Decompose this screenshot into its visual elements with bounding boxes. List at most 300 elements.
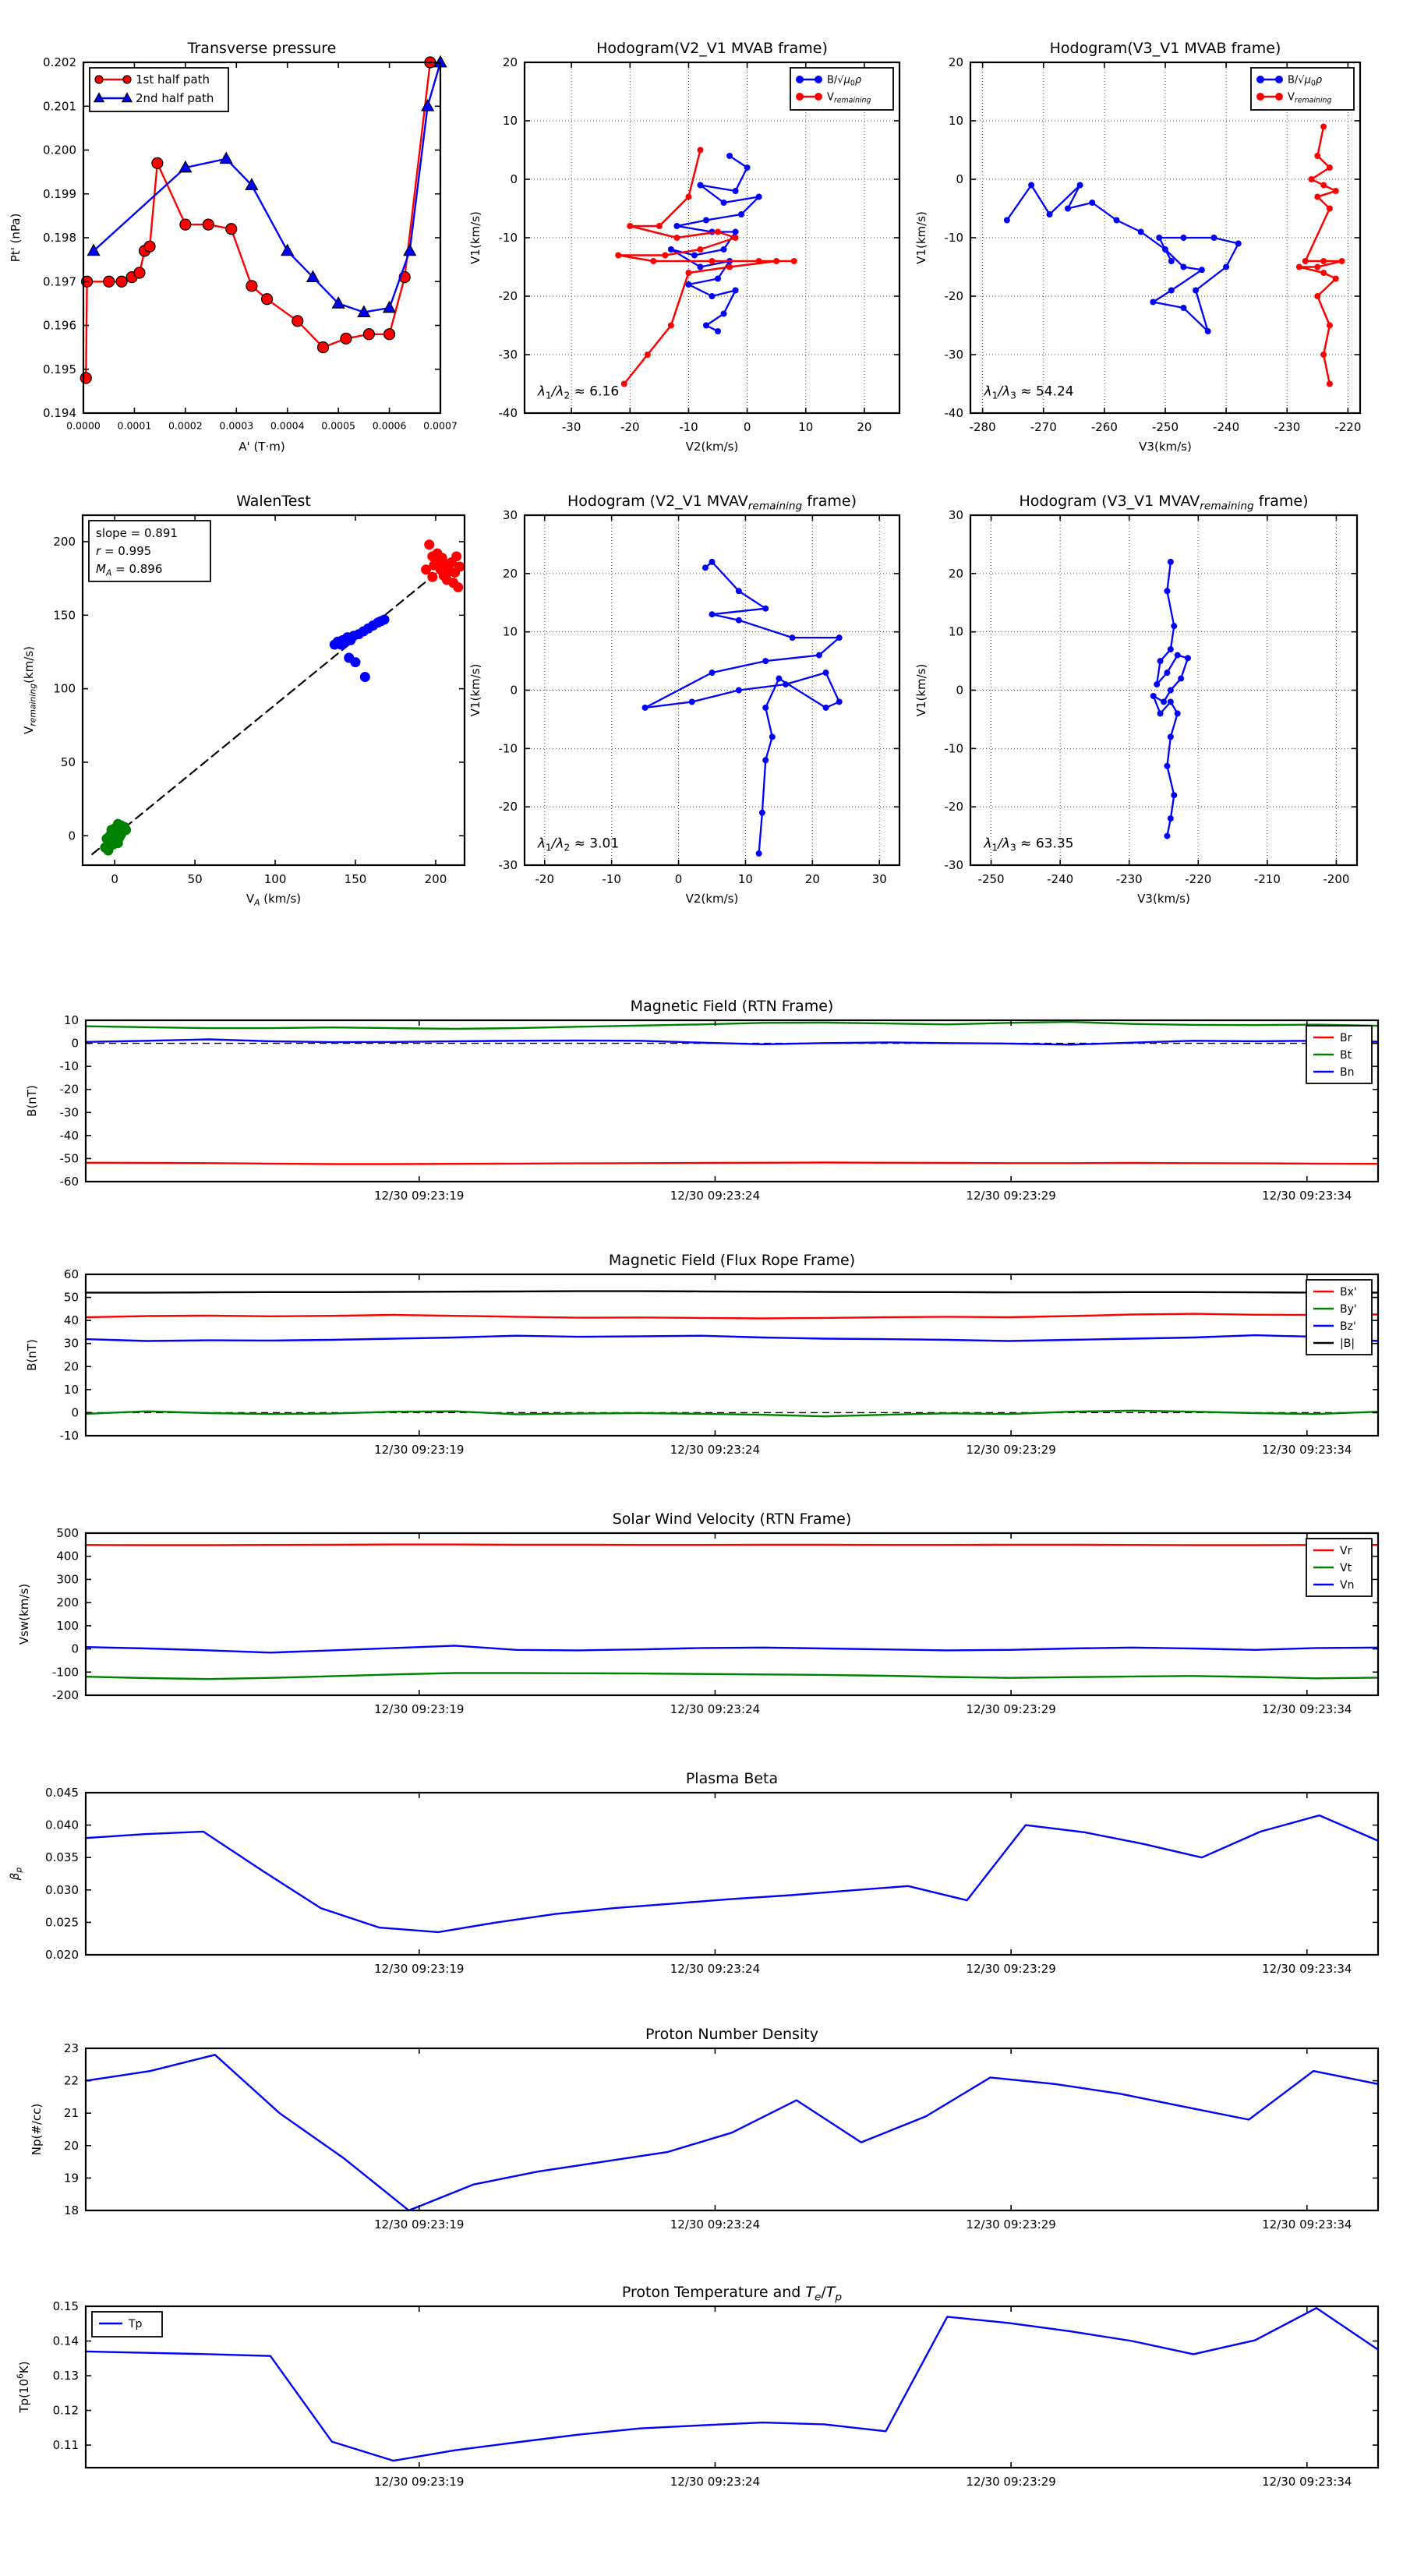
- y-axis-label: B(nT): [25, 1085, 39, 1117]
- chart-title: Proton Temperature and $T_e/T_p$: [621, 2284, 843, 2304]
- series-line: [1007, 186, 1239, 332]
- x-tick-label: 12/30 09:23:29: [966, 1702, 1056, 1716]
- circle-marker: [203, 219, 214, 230]
- circle-marker: [1028, 182, 1034, 189]
- x-tick-label: -20: [535, 872, 555, 886]
- y-tick-label: 0.200: [43, 143, 76, 157]
- circle-marker: [836, 634, 843, 641]
- x-tick-label: 12/30 09:23:24: [670, 1962, 761, 1976]
- circle-marker: [1168, 733, 1174, 740]
- series-line: [86, 1545, 1378, 1546]
- circle-marker: [363, 329, 374, 340]
- circle-marker: [702, 564, 709, 571]
- y-tick-label: 21: [63, 2106, 79, 2121]
- chart-walen-test: [22, 493, 465, 908]
- x-tick-label: -280: [969, 420, 996, 434]
- stats-line: r = 0.995: [96, 544, 152, 558]
- chart-proton-temperature: [16, 2284, 1378, 2489]
- circle-marker: [1168, 258, 1175, 264]
- x-tick-label: 12/30 09:23:29: [966, 1189, 1056, 1203]
- circle-marker: [673, 223, 680, 229]
- series-V-remaining: [1150, 559, 1191, 839]
- x-tick-label: -270: [1030, 420, 1057, 434]
- circle-marker: [823, 705, 829, 711]
- y-tick-label: 0: [510, 683, 518, 698]
- y-tick-label: -20: [944, 289, 963, 303]
- circle-marker: [685, 270, 691, 276]
- y-tick-label: 0.030: [45, 1882, 79, 1897]
- y-tick-label: 20: [502, 566, 518, 581]
- y-tick-label: 300: [56, 1572, 79, 1587]
- y-tick-label: 100: [53, 681, 76, 696]
- circle-marker: [1164, 833, 1170, 839]
- circle-marker: [1065, 206, 1071, 212]
- y-tick-label: 20: [502, 55, 518, 69]
- circle-marker: [1168, 288, 1175, 294]
- circle-marker: [1327, 164, 1333, 171]
- series-line: [86, 1335, 1378, 1341]
- series-cluster-red: [421, 539, 465, 592]
- y-axis-label: B(nT): [25, 1339, 39, 1371]
- circle-marker: [1175, 652, 1181, 659]
- circle-marker: [123, 76, 131, 83]
- circle-marker: [703, 323, 709, 329]
- x-tick-label: 12/30 09:23:29: [966, 1443, 1056, 1457]
- circle-marker: [1180, 235, 1186, 241]
- y-tick-label: -20: [944, 800, 963, 814]
- circle-marker: [733, 235, 739, 241]
- y-tick-label: 20: [948, 566, 963, 581]
- series-V-remaining: [1296, 124, 1345, 387]
- circle-marker: [645, 352, 651, 358]
- y-tick-label: 22: [63, 2073, 79, 2088]
- y-tick-label: 200: [56, 1595, 79, 1610]
- y-tick-label: -60: [59, 1175, 79, 1189]
- chart-title: Hodogram (V2_V1 $MVAV_{remaining}$ frame): [567, 493, 857, 513]
- x-tick-label: 150: [344, 872, 367, 886]
- circle-marker: [689, 698, 695, 705]
- y-tick-label: 30: [502, 508, 518, 522]
- chart-hodogram-v2v1-mvav: [468, 493, 899, 906]
- circle-marker: [1164, 763, 1170, 769]
- circle-marker: [726, 264, 733, 270]
- y-tick-label: 0.12: [52, 2403, 79, 2418]
- y-tick-label: -200: [51, 1688, 79, 1702]
- circle-marker: [1320, 124, 1327, 130]
- y-tick-label: -10: [498, 231, 518, 245]
- circle-marker: [1309, 176, 1315, 182]
- circle-marker: [709, 559, 716, 565]
- legend-label: Bt: [1340, 1048, 1352, 1062]
- x-tick-label: 12/30 09:23:19: [374, 2475, 465, 2489]
- circle-marker: [762, 658, 769, 664]
- circle-marker: [1211, 235, 1217, 241]
- y-tick-label: -10: [59, 1059, 79, 1074]
- y-tick-label: 100: [56, 1618, 79, 1633]
- chart-title: Hodogram(V2_V1 MVAB frame): [596, 40, 828, 57]
- series-line: [92, 558, 454, 854]
- circle-marker: [1168, 698, 1174, 705]
- axes-spines: [86, 1793, 1378, 1955]
- circle-marker: [1162, 246, 1168, 253]
- circle-marker: [1168, 815, 1174, 822]
- circle-marker: [697, 182, 703, 189]
- x-tick-label: -220: [1185, 872, 1212, 886]
- circle-marker: [733, 188, 739, 194]
- circle-marker: [134, 267, 145, 278]
- x-tick-label: 12/30 09:23:34: [1262, 2217, 1352, 2231]
- legend-label: $B/√\mu_0\rho$: [1288, 74, 1323, 88]
- lambda-ratio-annotation: $\lambda_1/\lambda_2 \approx 3.01$: [537, 836, 620, 853]
- chart-title: Magnetic Field (RTN Frame): [630, 998, 834, 1015]
- circle-marker: [1171, 623, 1177, 629]
- y-tick-label: 0.14: [52, 2334, 79, 2348]
- circle-marker: [1314, 153, 1320, 159]
- legend-label: |B|: [1340, 1337, 1355, 1350]
- y-tick-label: 50: [60, 754, 76, 769]
- circle-marker: [424, 539, 434, 549]
- circle-marker: [104, 276, 115, 287]
- y-axis-label: $Tp(10^6K)$: [15, 2361, 31, 2413]
- x-tick-label: 20: [804, 872, 820, 886]
- chart-hodogram-v3v1-mvav: [914, 493, 1357, 906]
- series-line: [86, 1411, 1378, 1416]
- circle-marker: [697, 264, 703, 270]
- x-tick-label: -230: [1274, 420, 1301, 434]
- y-tick-label: 0: [956, 172, 963, 186]
- y-tick-label: 0.13: [52, 2369, 79, 2383]
- chart-title: Hodogram (V3_V1 $MVAV_{remaining}$ frame): [1019, 493, 1309, 513]
- x-tick-label: 12/30 09:23:29: [966, 2217, 1056, 2231]
- y-axis-label: $V_{remaining}(km/s)$: [22, 646, 38, 734]
- circle-marker: [756, 850, 762, 857]
- x-tick-label: 12/30 09:23:29: [966, 2475, 1056, 2489]
- y-tick-label: 10: [502, 624, 518, 639]
- x-tick-label: 12/30 09:23:19: [374, 1189, 465, 1203]
- circle-marker: [759, 810, 765, 816]
- legend-label: $B/√\mu_0\rho$: [827, 74, 862, 88]
- y-tick-label: 20: [63, 2138, 79, 2153]
- circle-marker: [351, 657, 361, 667]
- chart-title: WalenTest: [236, 493, 311, 510]
- y-tick-label: -40: [498, 406, 518, 420]
- circle-marker: [1047, 211, 1053, 217]
- circle-marker: [650, 258, 656, 264]
- series-line: [645, 562, 839, 853]
- y-axis-label: Vsw(km/s): [17, 1583, 31, 1645]
- series-beta-p: [86, 1815, 1378, 1932]
- series-Bn: [86, 1040, 1378, 1045]
- chart-title: Hodogram(V3_V1 MVAB frame): [1049, 40, 1281, 57]
- circle-marker: [1193, 288, 1199, 294]
- series-line: [86, 1314, 1378, 1319]
- circle-marker: [384, 329, 395, 340]
- y-tick-label: -40: [59, 1128, 79, 1143]
- x-axis-label: A' (T·m): [239, 440, 285, 454]
- y-tick-label: 0.11: [52, 2438, 79, 2453]
- circle-marker: [733, 229, 739, 235]
- circle-marker: [762, 705, 769, 711]
- series-cluster-green: [100, 819, 131, 856]
- circle-marker: [1154, 681, 1160, 687]
- chart-hodogram-v3v1-mvab: [914, 40, 1361, 454]
- y-tick-label: 20: [948, 55, 963, 69]
- x-tick-label: 12/30 09:23:24: [670, 1443, 761, 1457]
- circle-marker: [1314, 194, 1320, 200]
- x-tick-label: -250: [1151, 420, 1179, 434]
- circle-marker: [1004, 217, 1010, 224]
- circle-marker: [1223, 264, 1229, 270]
- series-line: [86, 2308, 1378, 2461]
- x-tick-label: 0.0005: [321, 419, 356, 432]
- circle-marker: [1168, 646, 1174, 652]
- series-B-magnitude: [86, 1292, 1378, 1293]
- circle-marker: [736, 687, 742, 694]
- circle-marker: [1320, 352, 1327, 358]
- circle-marker: [180, 219, 191, 230]
- circle-marker: [721, 246, 727, 253]
- y-tick-label: 0.020: [45, 1948, 79, 1962]
- legend-label: $V_{remaining}$: [827, 91, 871, 105]
- series-B-sqrt-mu0rho: [1004, 182, 1242, 335]
- circle-marker: [1314, 293, 1320, 299]
- series-Br: [86, 1163, 1378, 1164]
- x-tick-label: -200: [1323, 872, 1350, 886]
- series-Vr: [86, 1545, 1378, 1546]
- x-tick-label: -240: [1047, 872, 1074, 886]
- circle-marker: [1138, 229, 1144, 235]
- legend-label: Br: [1340, 1031, 1352, 1044]
- circle-marker: [756, 194, 762, 200]
- x-axis-label: V3(km/s): [1137, 892, 1190, 906]
- circle-marker: [360, 672, 370, 682]
- stats-box: [89, 521, 210, 581]
- y-tick-label: -20: [498, 289, 518, 303]
- y-axis-label: V1(km/s): [914, 663, 928, 717]
- series-line: [86, 2055, 1378, 2210]
- circle-marker: [1168, 687, 1174, 694]
- y-tick-label: 10: [948, 624, 963, 639]
- chart-magnetic-field-rtn: [25, 998, 1378, 1203]
- legend-label: $V_{remaining}$: [1288, 91, 1332, 105]
- circle-marker: [1333, 188, 1339, 194]
- series-line: [86, 1645, 1378, 1652]
- circle-marker: [815, 76, 822, 83]
- legend: [1306, 1539, 1372, 1596]
- legend-label: Bz': [1340, 1320, 1356, 1333]
- series-Bx-prime: [86, 1314, 1378, 1319]
- y-tick-label: 0.035: [45, 1850, 79, 1865]
- y-tick-label: -10: [944, 741, 963, 756]
- circle-marker: [1275, 93, 1283, 101]
- x-tick-label: 200: [424, 872, 447, 886]
- circle-marker: [1168, 559, 1174, 565]
- circle-marker: [454, 562, 465, 572]
- chart-solar-wind-velocity-rtn: [17, 1511, 1378, 1716]
- circle-marker: [1327, 381, 1333, 387]
- y-axis-label: V1(km/s): [468, 663, 482, 717]
- y-tick-label: 0.194: [43, 406, 76, 420]
- x-tick-label: 12/30 09:23:29: [966, 1962, 1056, 1976]
- x-tick-label: 20: [857, 420, 872, 434]
- circle-marker: [95, 76, 103, 83]
- circle-marker: [673, 235, 680, 241]
- legend: [1306, 1026, 1372, 1083]
- circle-marker: [1156, 235, 1162, 241]
- circle-marker: [796, 93, 804, 101]
- triangle-marker: [422, 100, 433, 111]
- legend-label: Bn: [1340, 1065, 1355, 1079]
- circle-marker: [1235, 241, 1242, 247]
- circle-marker: [1157, 658, 1164, 664]
- legend-label: 1st half path: [136, 72, 210, 87]
- x-axis-label: V2(km/s): [685, 892, 739, 906]
- circle-marker: [1175, 710, 1181, 716]
- circle-marker: [1180, 305, 1186, 311]
- legend-label: 2nd half path: [136, 91, 214, 106]
- x-tick-label: 12/30 09:23:24: [670, 2217, 761, 2231]
- circle-marker: [80, 373, 91, 383]
- legend-label: Bx': [1340, 1285, 1357, 1299]
- y-tick-label: -20: [59, 1082, 79, 1097]
- y-tick-label: -20: [498, 800, 518, 814]
- circle-marker: [1314, 264, 1320, 270]
- series-line: [618, 150, 793, 384]
- legend-label: Vn: [1340, 1578, 1355, 1592]
- x-axis-label: V2(km/s): [685, 440, 739, 454]
- circle-marker: [1333, 276, 1339, 282]
- y-tick-label: 19: [63, 2171, 79, 2186]
- y-tick-label: 0.197: [43, 274, 76, 289]
- series-cluster-blue: [330, 614, 390, 682]
- lambda-ratio-annotation: $\lambda_1/\lambda_2 \approx 6.16$: [537, 383, 620, 401]
- x-tick-label: 50: [187, 872, 203, 886]
- series-Bz-prime: [86, 1335, 1378, 1341]
- y-tick-label: 0.199: [43, 186, 76, 201]
- circle-marker: [152, 157, 163, 168]
- circle-marker: [656, 223, 663, 229]
- circle-marker: [1205, 328, 1211, 334]
- y-tick-label: 0.198: [43, 231, 76, 245]
- x-tick-label: -260: [1090, 420, 1118, 434]
- series-line: [86, 1292, 1378, 1293]
- circle-marker: [836, 698, 843, 705]
- circle-marker: [721, 311, 727, 317]
- y-tick-label: 500: [56, 1526, 79, 1540]
- y-tick-label: 150: [53, 608, 76, 623]
- x-tick-label: 10: [737, 872, 753, 886]
- y-tick-label: 200: [53, 534, 76, 549]
- circle-marker: [721, 200, 727, 206]
- circle-marker: [103, 846, 113, 856]
- legend: [1306, 1280, 1372, 1355]
- circle-marker: [703, 217, 709, 224]
- y-axis-label: V1(km/s): [468, 211, 482, 264]
- y-tick-label: 50: [63, 1290, 79, 1305]
- circle-marker: [668, 246, 674, 253]
- y-tick-label: 18: [63, 2203, 79, 2217]
- x-tick-label: -210: [1253, 872, 1281, 886]
- y-tick-label: 0: [71, 1405, 79, 1420]
- x-tick-label: 12/30 09:23:19: [374, 1702, 465, 1716]
- circle-marker: [246, 281, 257, 292]
- axes-spines: [86, 2306, 1378, 2468]
- circle-marker: [1157, 710, 1164, 716]
- circle-marker: [1320, 182, 1327, 189]
- circle-marker: [697, 246, 703, 253]
- circle-marker: [121, 825, 131, 835]
- circle-marker: [662, 253, 668, 259]
- series-line: [86, 1673, 1378, 1680]
- axes-spines: [83, 62, 440, 413]
- legend: [90, 68, 228, 111]
- y-tick-label: 10: [948, 114, 963, 128]
- x-tick-label: -220: [1334, 420, 1362, 434]
- circle-marker: [1180, 264, 1186, 270]
- y-tick-label: 0.025: [45, 1915, 79, 1930]
- circle-marker: [1164, 588, 1170, 594]
- x-tick-label: -250: [977, 872, 1005, 886]
- circle-marker: [1256, 93, 1264, 101]
- series-line: [86, 1163, 1378, 1164]
- x-tick-label: -30: [561, 420, 581, 434]
- stats-line: slope = 0.891: [96, 526, 178, 540]
- circle-marker: [796, 76, 804, 83]
- circle-marker: [621, 381, 627, 387]
- legend-label: Vr: [1340, 1544, 1352, 1557]
- y-tick-label: -10: [498, 741, 518, 756]
- circle-marker: [341, 333, 352, 344]
- circle-marker: [762, 606, 769, 612]
- y-tick-label: 0.045: [45, 1786, 79, 1800]
- circle-marker: [715, 276, 721, 282]
- y-tick-label: 30: [63, 1336, 79, 1351]
- y-axis-label: Np(#/cc): [30, 2103, 44, 2156]
- series-Vt: [86, 1673, 1378, 1680]
- y-tick-label: 0.196: [43, 318, 76, 333]
- y-tick-label: -50: [59, 1151, 79, 1166]
- y-tick-label: 40: [63, 1313, 79, 1328]
- y-tick-label: 10: [63, 1013, 79, 1027]
- x-tick-label: 12/30 09:23:34: [1262, 1189, 1352, 1203]
- circle-marker: [318, 342, 329, 353]
- y-axis-label: Pt' (nPa): [9, 213, 23, 263]
- circle-marker: [815, 93, 822, 101]
- y-tick-label: 0.202: [43, 55, 76, 69]
- y-tick-label: 23: [63, 2041, 79, 2055]
- chart-magnetic-field-flux-rope: [25, 1252, 1378, 1457]
- x-axis-label: V3(km/s): [1139, 440, 1192, 454]
- y-tick-label: -30: [59, 1105, 79, 1120]
- x-tick-label: 12/30 09:23:34: [1262, 1702, 1352, 1716]
- x-tick-label: -230: [1115, 872, 1143, 886]
- circle-marker: [762, 757, 769, 763]
- circle-marker: [736, 588, 742, 594]
- circle-marker: [715, 328, 721, 334]
- circle-marker: [715, 229, 721, 235]
- y-tick-label: 0.040: [45, 1818, 79, 1832]
- circle-marker: [685, 194, 691, 200]
- circle-marker: [226, 224, 237, 235]
- y-tick-label: -10: [944, 231, 963, 245]
- circle-marker: [1302, 258, 1309, 264]
- circle-marker: [292, 316, 303, 327]
- circle-marker: [1114, 217, 1120, 224]
- circle-marker: [738, 211, 744, 217]
- y-tick-label: 60: [63, 1267, 79, 1281]
- y-tick-label: 0.195: [43, 362, 76, 376]
- legend: [790, 68, 893, 110]
